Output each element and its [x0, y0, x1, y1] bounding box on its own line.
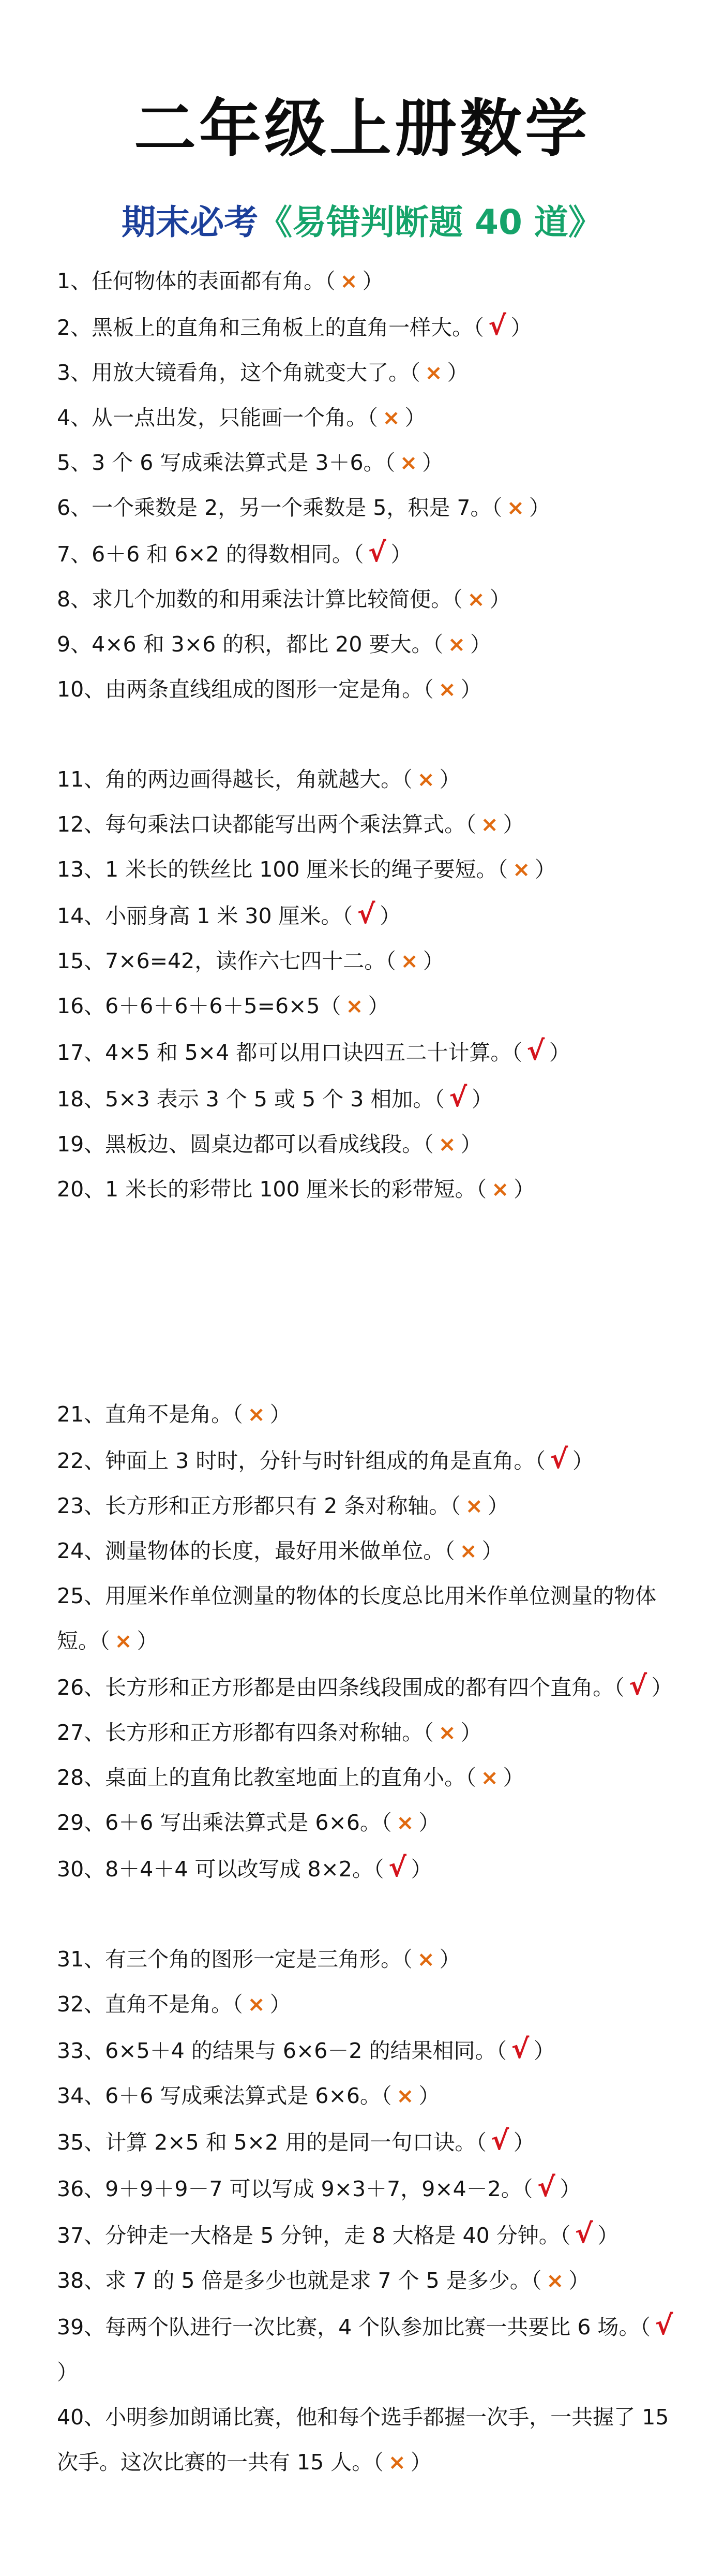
paren-close: ） [423, 949, 444, 973]
question-list [57, 259, 688, 2485]
paren-close: ） [560, 2177, 581, 2201]
paren-close: ） [439, 767, 461, 792]
question-item [57, 1075, 688, 1122]
question-item [57, 304, 688, 350]
question-item [57, 892, 688, 939]
question-number: 17、 [57, 1040, 105, 1065]
question-text: 角的两边画得越长，角就越大。 [105, 767, 402, 792]
cross-mark-icon: × [546, 2268, 564, 2293]
question-text: 9＋9＋9－7 可以写成 9×3＋7，9×4－2。 [105, 2177, 522, 2201]
question-text: 分钟走一大格是 5 分钟，走 8 大格是 40 分钟。 [105, 2223, 560, 2248]
question-item [57, 2165, 688, 2212]
question-number: 11、 [57, 767, 105, 792]
subtitle-lead: 期末必考 [122, 202, 259, 242]
paren-close: ） [572, 1448, 594, 1473]
paren-open: （ [496, 2038, 507, 2063]
question-number: 29、 [57, 1810, 105, 1835]
question-number: 37、 [57, 2223, 105, 2248]
cross-mark-icon: × [396, 1810, 414, 1835]
question-item [57, 847, 688, 892]
check-mark-icon: √ [357, 899, 375, 930]
paren-open: （ [473, 315, 484, 340]
question-item [57, 2258, 688, 2303]
question-item [57, 1664, 688, 1710]
check-mark-icon: √ [550, 1444, 568, 1475]
check-mark-icon: √ [537, 2172, 555, 2203]
paren-open: （ [320, 994, 341, 1018]
cross-mark-icon: × [465, 1493, 483, 1518]
cross-mark-icon: × [491, 1177, 509, 1202]
cross-mark-icon: × [396, 2083, 414, 2108]
question-text: 计算 2×5 和 5×2 用的是同一句口诀。 [105, 2130, 476, 2155]
paren-close: ） [411, 1857, 432, 1882]
question-number: 18、 [57, 1087, 105, 1112]
question-number: 22、 [57, 1448, 105, 1473]
question-item [57, 1437, 688, 1484]
question-text: 用放大镜看角，这个角就变大了。 [92, 360, 410, 385]
question-number: 27、 [57, 1720, 105, 1745]
paren-close: ） [439, 1947, 461, 1972]
question-number: 7、 [57, 542, 92, 567]
question-number: 19、 [57, 1132, 105, 1157]
question-text: 6×5＋4 的结果与 6×6－2 的结果相同。 [105, 2038, 496, 2063]
paren-open: （ [452, 587, 463, 612]
cross-mark-icon: × [459, 1538, 477, 1563]
question-number: 5、 [57, 450, 92, 475]
paren-close: ） [410, 2450, 432, 2475]
question-number: 40、 [57, 2405, 105, 2430]
paren-open: （ [476, 1177, 487, 1202]
question-item [57, 395, 688, 440]
question-item [57, 1937, 688, 1982]
question-number: 38、 [57, 2268, 105, 2293]
question-item [57, 1710, 688, 1755]
question-text: 长方形和正方形都只有 2 条对称轴。 [105, 1493, 450, 1518]
question-text: 5×3 表示 3 个 5 或 5 个 3 相加。 [105, 1087, 434, 1112]
paren-close: ） [362, 269, 384, 293]
group-spacer [57, 1212, 688, 1392]
cross-mark-icon: × [417, 767, 435, 792]
paren-open: （ [367, 405, 378, 430]
paren-open: （ [614, 1675, 625, 1700]
question-text: 求几个加数的和用乘法计算比较简便。 [92, 587, 452, 612]
question-number: 33、 [57, 2038, 105, 2063]
question-text: 6＋6 写出乘法算式是 6×6。 [105, 1810, 381, 1835]
check-mark-icon: √ [488, 310, 506, 342]
paren-close: ） [513, 2130, 535, 2155]
paren-close: ） [404, 405, 426, 430]
paren-open: （ [99, 1628, 110, 1653]
cross-mark-icon: × [438, 1720, 456, 1745]
paren-open: （ [531, 2268, 542, 2293]
paren-close: ） [503, 812, 524, 837]
question-text: 从一点出发，只能画一个角。 [92, 405, 368, 430]
question-item [57, 2212, 688, 2258]
cross-mark-icon: × [438, 1132, 456, 1157]
paren-close: ） [418, 2083, 440, 2108]
question-item [57, 2395, 688, 2485]
paren-open: （ [434, 1087, 445, 1112]
question-number: 31、 [57, 1947, 105, 1972]
paren-open: （ [232, 1402, 243, 1427]
question-item [57, 1982, 688, 2027]
question-number: 32、 [57, 1992, 105, 2017]
paren-close: ） [534, 2038, 555, 2063]
paren-open: （ [373, 2450, 384, 2475]
cross-mark-icon: × [480, 1765, 499, 1790]
check-mark-icon: √ [655, 2310, 673, 2341]
question-text: 任何物体的表面都有角。 [92, 269, 325, 293]
paren-close: ） [535, 857, 556, 882]
question-text: 6＋6 写成乘法算式是 6×6。 [105, 2083, 381, 2108]
paren-close: ） [390, 542, 412, 567]
cross-mark-icon: × [388, 2450, 406, 2475]
paren-open: （ [444, 1538, 455, 1563]
paren-open: （ [423, 1720, 434, 1745]
question-number: 4、 [57, 405, 92, 430]
cross-mark-icon: × [447, 632, 466, 657]
paren-open: （ [560, 2223, 571, 2248]
question-text: 直角不是角。 [105, 1402, 233, 1427]
question-item [57, 1800, 688, 1845]
question-number: 9、 [57, 632, 92, 657]
paren-open: （ [353, 542, 364, 567]
paren-open: （ [423, 677, 434, 702]
paren-close: ） [489, 587, 511, 612]
paren-open: （ [402, 767, 413, 792]
question-number: 21、 [57, 1402, 105, 1427]
paren-close: ） [549, 1040, 570, 1065]
check-mark-icon: √ [368, 537, 386, 568]
paren-close: ） [422, 450, 444, 475]
paren-close: ） [568, 2268, 590, 2293]
paren-close: ） [503, 1765, 524, 1790]
paren-open: （ [432, 632, 443, 657]
question-number: 20、 [57, 1177, 105, 1202]
paren-close: ） [510, 315, 532, 340]
cross-mark-icon: × [506, 495, 525, 520]
group-spacer [57, 712, 688, 757]
cross-mark-icon: × [512, 857, 531, 882]
question-text: 桌面上的直角比教室地面上的直角小。 [105, 1765, 466, 1790]
check-mark-icon: √ [526, 1035, 545, 1067]
paren-close: ） [460, 677, 482, 702]
question-number: 24、 [57, 1538, 105, 1563]
question-text: 小丽身高 1 米 30 厘米。 [105, 904, 342, 928]
question-number: 35、 [57, 2130, 105, 2155]
cross-mark-icon: × [425, 360, 443, 385]
paren-close: ） [460, 1720, 482, 1745]
question-item [57, 939, 688, 984]
question-item [57, 1755, 688, 1800]
question-item [57, 622, 688, 667]
question-item [57, 802, 688, 847]
question-number: 16、 [57, 994, 105, 1018]
question-number: 14、 [57, 904, 105, 928]
question-text: 直角不是角。 [105, 1992, 233, 2017]
question-text: 有三个角的图形一定是三角形。 [105, 1947, 402, 1972]
group-spacer [57, 1892, 688, 1937]
question-text: 测量物体的长度，最好用米做单位。 [105, 1538, 445, 1563]
question-number: 28、 [57, 1765, 105, 1790]
question-text: 6＋6＋6＋6＋5=6×5 [105, 994, 320, 1018]
question-number: 6、 [57, 495, 92, 520]
cross-mark-icon: × [467, 587, 485, 612]
cross-mark-icon: × [247, 1402, 265, 1427]
question-item [57, 1029, 688, 1075]
cross-mark-icon: × [480, 812, 499, 837]
paren-close: ） [447, 360, 469, 385]
paren-open: （ [325, 269, 336, 293]
question-number: 3、 [57, 360, 92, 385]
cross-mark-icon: × [438, 677, 456, 702]
paren-close: ） [470, 632, 491, 657]
question-text: 3 个 6 写成乘法算式是 3＋6。 [92, 450, 385, 475]
cross-mark-icon: × [417, 1947, 435, 1972]
cross-mark-icon: × [114, 1628, 132, 1653]
check-mark-icon: √ [388, 1852, 406, 1883]
question-text: 长方形和正方形都有四条对称轴。 [105, 1720, 424, 1745]
question-text: 钟面上 3 时时，分针与时针组成的角是直角。 [105, 1448, 535, 1473]
question-text: 小明参加朗诵比赛，他和每个选手都握一次手，一共握了 15 次手。这次比赛的一共有 15 人。 [57, 2405, 669, 2475]
question-text: 4×5 和 5×4 都可以用口诀四五二十计算。 [105, 1040, 512, 1065]
question-text: 由两条直线组成的图形一定是角。 [105, 677, 424, 702]
question-number: 30、 [57, 1857, 105, 1882]
question-item [57, 1122, 688, 1167]
subtitle-main: 《易错判断题 40 道》 [258, 202, 602, 242]
paren-close: ） [269, 1992, 291, 2017]
question-item [57, 530, 688, 577]
question-text: 一个乘数是 2，另一个乘数是 5，积是 7。 [92, 495, 492, 520]
question-item [57, 984, 688, 1029]
paren-open: （ [385, 949, 396, 973]
paren-close: ） [418, 1810, 440, 1835]
paren-open: （ [342, 904, 353, 928]
question-item [57, 1484, 688, 1529]
question-number: 39、 [57, 2315, 105, 2340]
paren-close: ） [368, 994, 389, 1018]
question-item [57, 757, 688, 802]
question-item [57, 1167, 688, 1212]
paren-close: ） [597, 2223, 619, 2248]
paren-open: （ [465, 1765, 476, 1790]
question-item [57, 667, 688, 712]
question-item [57, 2027, 688, 2074]
question-text: 每句乘法口诀都能写出两个乘法算式。 [105, 812, 466, 837]
paren-open: （ [381, 1810, 392, 1835]
paren-close: ） [471, 1087, 493, 1112]
check-mark-icon: √ [575, 2218, 593, 2249]
question-item [57, 2074, 688, 2119]
question-number: 13、 [57, 857, 105, 882]
question-number: 15、 [57, 949, 105, 973]
question-number: 8、 [57, 587, 92, 612]
paren-close: ） [651, 1675, 673, 1700]
question-text: 黑板上的直角和三角板上的直角一样大。 [92, 315, 474, 340]
paren-open: （ [410, 360, 420, 385]
cross-mark-icon: × [340, 269, 358, 293]
paren-open: （ [423, 1132, 434, 1157]
question-text: 7×6=42，读作六七四十二。 [105, 949, 386, 973]
paren-close: ） [529, 495, 550, 520]
paren-close: ） [137, 1628, 158, 1653]
question-text: 用厘米作单位测量的物体的长度总比用米作单位测量的物体短。 [57, 1583, 657, 1653]
question-number: 1、 [57, 269, 92, 293]
question-number: 36、 [57, 2177, 105, 2201]
paren-open: （ [476, 2130, 487, 2155]
paren-open: （ [465, 812, 476, 837]
question-number: 34、 [57, 2083, 105, 2108]
paren-close: ） [481, 1538, 503, 1563]
check-mark-icon: √ [491, 2125, 509, 2156]
question-number: 2、 [57, 315, 92, 340]
paren-close: ） [380, 904, 401, 928]
question-item [57, 350, 688, 395]
paren-close: ） [57, 2360, 78, 2385]
paren-open: （ [522, 2177, 533, 2201]
check-mark-icon: √ [449, 1082, 467, 1113]
question-number: 10、 [57, 677, 105, 702]
question-item [57, 577, 688, 622]
page-title: 二年级上册数学 [134, 93, 590, 165]
question-item [57, 1574, 688, 1664]
cross-mark-icon: × [399, 450, 418, 475]
check-mark-icon: √ [629, 1670, 647, 1701]
paren-open: （ [381, 2083, 392, 2108]
question-text: 黑板边、圆桌边都可以看成线段。 [105, 1132, 424, 1157]
cross-mark-icon: × [345, 994, 364, 1018]
cross-mark-icon: × [400, 949, 418, 973]
question-item [57, 2119, 688, 2165]
question-text: 1 米长的铁丝比 100 厘米长的绳子要短。 [105, 857, 497, 882]
paren-open: （ [232, 1992, 243, 2017]
paren-open: （ [384, 450, 396, 475]
question-item [57, 485, 688, 530]
question-item [57, 1845, 688, 1892]
question-item [57, 1392, 688, 1437]
question-text: 1 米长的彩带比 100 厘米长的彩带短。 [105, 1177, 476, 1202]
paren-close: ） [514, 1177, 535, 1202]
question-item [57, 1529, 688, 1574]
question-text: 6＋6 和 6×2 的得数相同。 [92, 542, 353, 567]
cross-mark-icon: × [247, 1992, 265, 2017]
question-number: 12、 [57, 812, 105, 837]
paren-open: （ [497, 857, 508, 882]
check-mark-icon: √ [511, 2034, 530, 2065]
paren-close: ） [460, 1132, 482, 1157]
question-text: 8＋4＋4 可以改写成 8×2。 [105, 1857, 374, 1882]
question-text: 每两个队进行一次比赛，4 个队参加比赛一共要比 6 场。 [105, 2315, 640, 2340]
paren-open: （ [640, 2315, 651, 2340]
page-subtitle [0, 199, 724, 246]
paren-open: （ [450, 1493, 461, 1518]
question-number: 26、 [57, 1675, 105, 1700]
paren-open: （ [511, 1040, 522, 1065]
question-text: 求 7 的 5 倍是多少也就是求 7 个 5 是多少。 [105, 2268, 531, 2293]
question-text: 长方形和正方形都是由四条线段围成的都有四个直角。 [105, 1675, 614, 1700]
question-item [57, 2303, 688, 2395]
paren-open: （ [402, 1947, 413, 1972]
question-number: 25、 [57, 1583, 105, 1608]
question-text: 4×6 和 3×6 的积，都比 20 要大。 [92, 632, 433, 657]
paren-open: （ [373, 1857, 384, 1882]
question-item [57, 440, 688, 485]
paren-close: ） [269, 1402, 291, 1427]
cross-mark-icon: × [382, 405, 400, 430]
paren-open: （ [491, 495, 502, 520]
paren-open: （ [535, 1448, 546, 1473]
paren-close: ） [487, 1493, 509, 1518]
question-number: 23、 [57, 1493, 105, 1518]
question-item [57, 259, 688, 304]
